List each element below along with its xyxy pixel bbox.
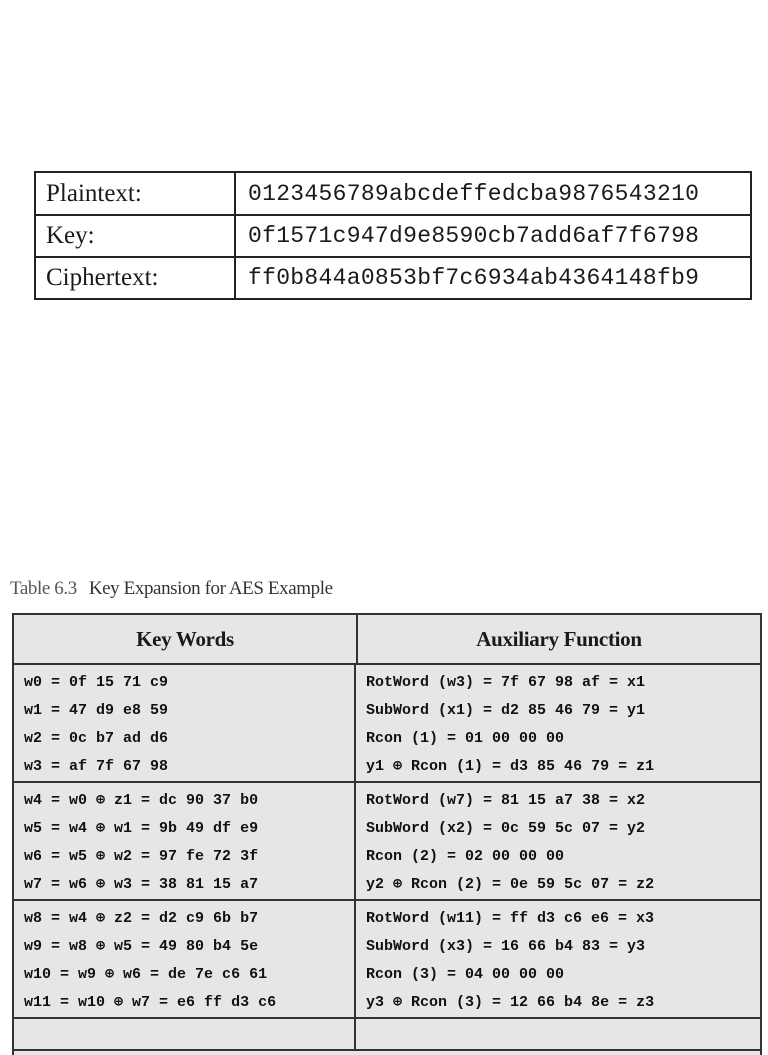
table-row (35, 172, 751, 215)
aux-line: RotWord (w11) = ff d3 c6 e6 = x3 (366, 910, 655, 927)
key-words-cell (14, 901, 356, 1017)
key-words-cell (14, 783, 356, 899)
key-words-cell (14, 665, 356, 781)
table-row (14, 665, 760, 783)
key-word-line: w5 = w4 ⊕ w1 = 9b 49 df e9 (24, 820, 259, 837)
aux-function-cell (356, 783, 760, 899)
aux-function-cell (356, 665, 760, 781)
aux-function-cell (356, 901, 760, 1017)
key-word-line: w0 = 0f 15 71 c9 (24, 674, 169, 691)
key-value: 0f1571c947d9e8590cb7add6af7f6798 (235, 215, 751, 257)
header-key-words: Key Words (14, 615, 358, 663)
key-word-line: w7 = w6 ⊕ w3 = 38 81 15 a7 (24, 876, 259, 893)
aux-line: SubWord (x2) = 0c 59 5c 07 = y2 (366, 820, 646, 837)
plaintext-key-ciphertext-table (34, 171, 752, 300)
table-row (14, 901, 760, 1019)
key-word-line: w2 = 0c b7 ad d6 (24, 730, 169, 747)
aux-line: SubWord (x3) = 16 66 b4 83 = y3 (366, 938, 646, 955)
aux-line: RotWord (w7) = 81 15 a7 38 = x2 (366, 792, 646, 809)
key-word-line: w6 = w5 ⊕ w2 = 97 fe 72 3f (24, 848, 259, 865)
ciphertext-value: ff0b844a0853bf7c6934ab4364148fb9 (235, 257, 751, 299)
table-caption (10, 578, 333, 600)
header-auxiliary-function: Auxiliary Function (476, 626, 642, 651)
key-word-line: w10 = w9 ⊕ w6 = de 7e c6 61 (24, 966, 268, 983)
plaintext-label: Plaintext: (35, 172, 235, 215)
key-expansion-table (12, 613, 762, 1055)
key-word-line: w11 = w10 ⊕ w7 = e6 ff d3 c6 (24, 994, 277, 1011)
key-word-line: w1 = 47 d9 e8 59 (24, 702, 169, 719)
aux-line: y3 ⊕ Rcon (3) = 12 66 b4 8e = z3 (366, 994, 655, 1011)
key-word-line: w4 = w0 ⊕ z1 = dc 90 37 b0 (24, 792, 259, 809)
key-expansion-header (14, 615, 760, 665)
key-label: Key: (35, 215, 235, 257)
table-caption-title: Key Expansion for AES Example (88, 578, 333, 599)
aux-line: Rcon (3) = 04 00 00 00 (366, 966, 565, 983)
key-word-line: w3 = af 7f 67 98 (24, 758, 169, 775)
key-word-line: w8 = w4 ⊕ z2 = d2 c9 6b b7 (24, 910, 259, 927)
ciphertext-label: Ciphertext: (35, 257, 235, 299)
aux-line: y1 ⊕ Rcon (1) = d3 85 46 79 = z1 (366, 758, 655, 775)
aux-line: y2 ⊕ Rcon (2) = 0e 59 5c 07 = z2 (366, 876, 655, 893)
aux-line: SubWord (x1) = d2 85 46 79 = y1 (366, 702, 646, 719)
table-row (35, 257, 751, 299)
aux-line: Rcon (1) = 01 00 00 00 (366, 730, 565, 747)
plaintext-value: 0123456789abcdeffedcba9876543210 (235, 172, 751, 215)
aux-line: Rcon (2) = 02 00 00 00 (366, 848, 565, 865)
table-row (14, 783, 760, 901)
key-word-line: w9 = w8 ⊕ w5 = 49 80 b4 5e (24, 938, 259, 955)
table-row (35, 215, 751, 257)
aux-line: RotWord (w3) = 7f 67 98 af = x1 (366, 674, 646, 691)
table-caption-number: Table 6.3 (10, 578, 77, 599)
